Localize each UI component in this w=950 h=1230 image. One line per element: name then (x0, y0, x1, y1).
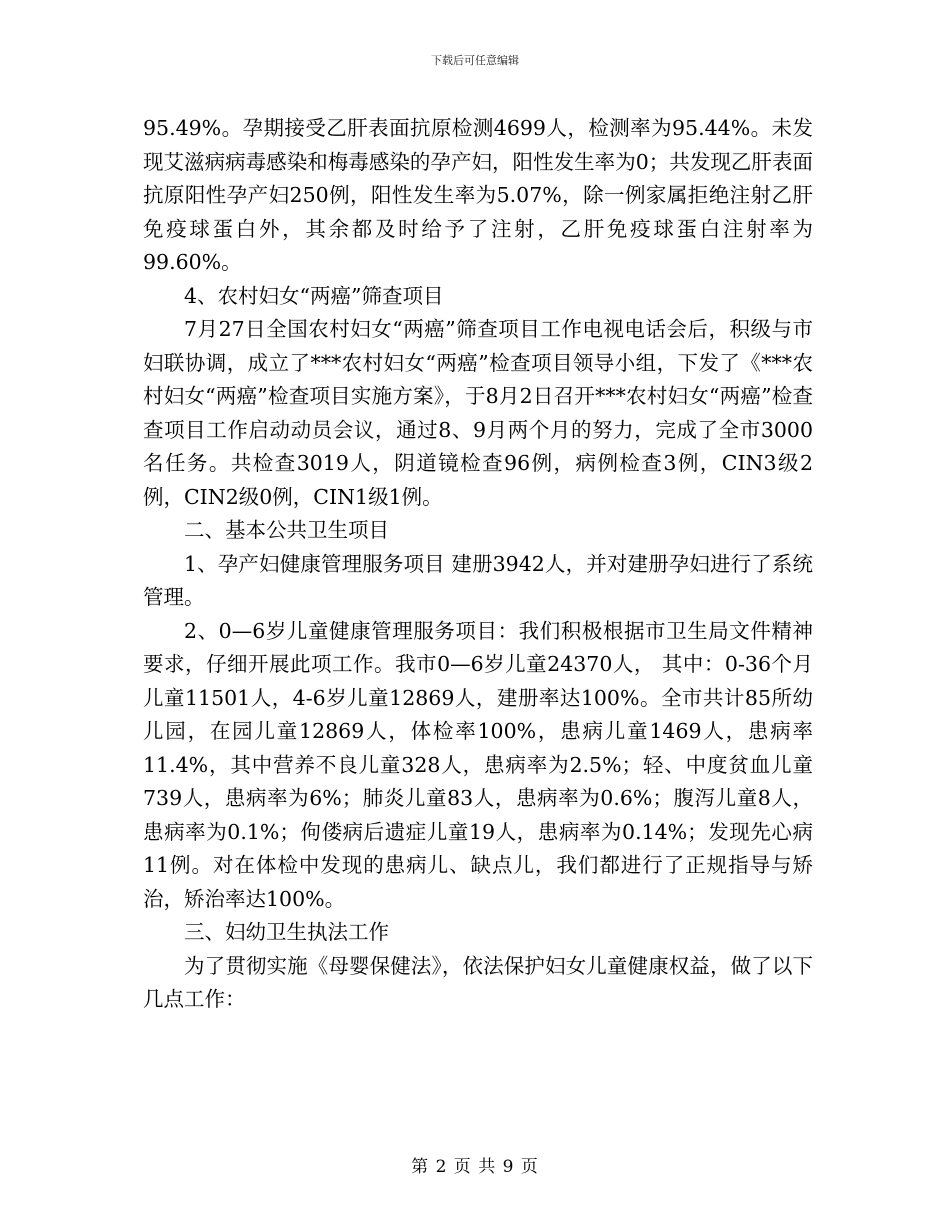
section-heading: 三、妇幼卫生执法工作 (184, 920, 389, 944)
section-heading: 4、农村妇女“两癌”筛查项目 (184, 283, 444, 308)
page-header: 下载后可任意编辑 (431, 54, 519, 67)
section-heading: 二、基本公共卫生项目 (184, 518, 389, 542)
paragraph: 1、孕产妇健康管理服务项目 建册3942人，并对建册孕妇进行了系统管理。 (143, 551, 813, 609)
document-body (143, 112, 813, 1017)
paragraph: 7月27日全国农村妇女“两癌”筛查项目工作电视电话会后，积级与市妇联协调，成立了***农村妇女“两癌”检查项目领导小组，下发了《***农村妇女“两癌”检查项目实施方案》，于8月2日召开***农村妇女“两癌”检查查项目工作启动动员会议，通过8、9月两个月的努力，完成了全市3000名任务。共检查3019人，阴道镜检查96例，病例检查3例，CIN3级2例，CIN2级0例，CIN1级1例。 (143, 317, 813, 509)
paragraph: 2、0—6岁儿童健康管理服务项目：我们积极根据市卫生局文件精神要求，仔细开展此项工作。我市0—6岁儿童24370人， 其中：0-36个月儿童11501人，4-6岁儿童12869人，建册率达100%。全市共计85所幼儿园，在园儿童12869人，体检率100%，患病儿童1469人，患病率11.4%，其中营养不良儿童328人，患病率为2.5%；轻、中度贫血儿童739人，患病率为6%；肺炎儿童83人，患病率为0.6%；腹泻儿童8人，患病率为0.1%；佝偻病后遗症儿童19人，患病率为0.14%；发现先心病11例。对在体检中发现的患病儿、缺点儿，我们都进行了正规指导与矫治，矫治率达100%。 (143, 618, 813, 911)
paragraph: 95.49%。孕期接受乙肝表面抗原检测4699人，检测率为95.44%。未发现艾滋病病毒感染和梅毒感染的孕产妇，阳性发生率为0；共发现乙肝表面抗原阳性孕产妇250例，阳性发生率为5.07%，除一例家属拒绝注射乙肝免疫球蛋白外，其余都及时给予了注射，乙肝免疫球蛋白注射率为99.60%。 (143, 116, 813, 274)
page-number-footer: 第 2 页 共 9 页 (411, 1157, 539, 1177)
paragraph: 为了贯彻实施《母婴保健法》，依法保护妇女儿童健康权益，做了以下几点工作： (143, 953, 813, 1011)
